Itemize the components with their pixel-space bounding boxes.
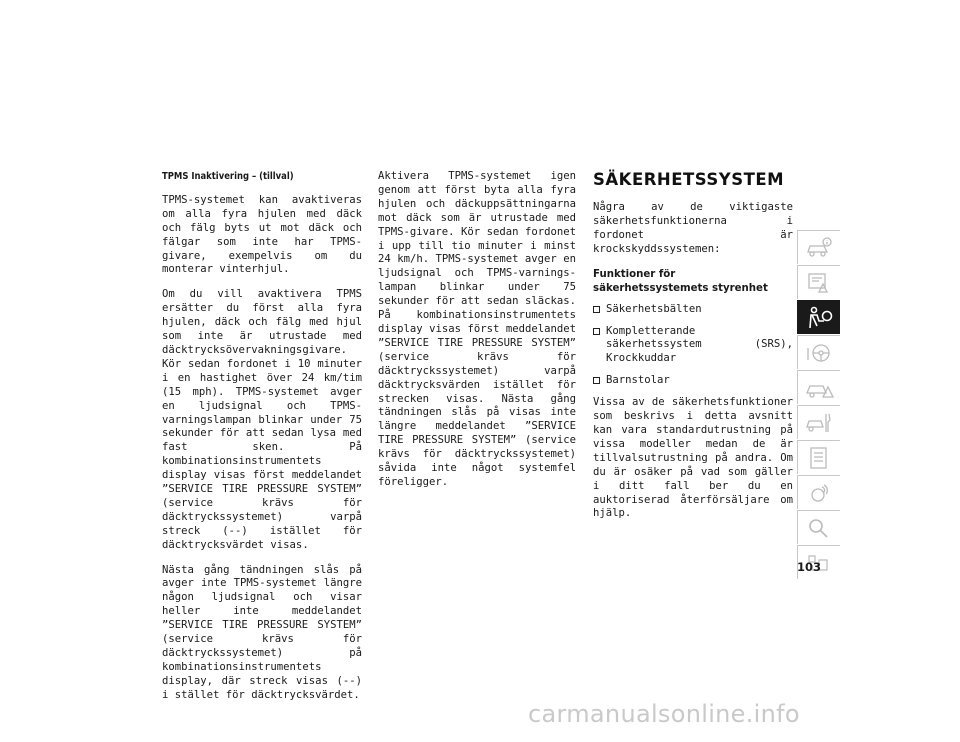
bullet-list bbox=[593, 303, 793, 389]
tab-multimedia[interactable] bbox=[797, 475, 840, 509]
list-item: Kompletterande säkerhetssystem (SRS), Krockkuddar bbox=[593, 325, 793, 367]
dashboard-warning-icon bbox=[804, 270, 834, 296]
search-index-icon bbox=[804, 515, 834, 541]
tab-dashboard-warning[interactable] bbox=[797, 265, 840, 299]
tab-driving[interactable] bbox=[797, 335, 840, 369]
paragraph: Aktivera TPMS-systemet igen genom att först byta alla fyra hjulen och däckuppsättningarna mot däck som är utrustade med TPMS-givare. Kör sedan fordonet i upp till tio minuter i minst 24 km/h. TPMS-systemet avger en ljudsignal och TPMS-varningslampan blinkar under 75 sekunder för att sedan släckas. På kombinationsinstrumentets display visas först meddelandet ”SERVICE TIRE PRESSURE SYSTEM” (service krävs för däcktryckssystemet) varpå däcktrycksvärden istället för strecken visas. Nästa gång tändningen slås på visas inte längre meddelandet ”SERVICE TIRE PRESSURE SYSTEM” (service krävs för däcktryckssystemet) såvida inte något systemfel föreligger. bbox=[378, 170, 576, 488]
tab-car-info[interactable] bbox=[797, 230, 840, 264]
tab-maintenance[interactable] bbox=[797, 440, 840, 474]
maintenance-list-icon bbox=[804, 445, 834, 471]
tab-service[interactable] bbox=[797, 405, 840, 439]
square-bullet-icon bbox=[593, 306, 600, 313]
intro-paragraph: Några av de viktigaste säkerhetsfunktionerna i fordonet är krockskyddssystemen: bbox=[593, 201, 793, 255]
text-column-3 bbox=[593, 170, 793, 532]
square-bullet-icon bbox=[593, 328, 600, 335]
closing-paragraph: Vissa av de säkerhetsfunktioner som beskrivs i detta avsnitt kan vara standardutrustning på vissa modeller medan de är tillvalsutrustning på andra. Om du är osäker på vad som gäller i ditt fall ber du en auktoriserad återförsäljare om hjälp. bbox=[593, 396, 793, 520]
text-column-2 bbox=[378, 170, 576, 501]
seatbelt-airbag-icon bbox=[804, 305, 834, 331]
section-heading-tpms-deactivation: TPMS Inaktivering – (tillval) bbox=[162, 171, 294, 182]
chapter-title: SÄKERHETSSYSTEM bbox=[593, 170, 785, 189]
tab-index[interactable] bbox=[797, 510, 840, 544]
emergency-triangle-icon bbox=[804, 375, 834, 401]
paragraph: Om du vill avaktivera TPMS ersätter du först alla fyra hjulen, däck och fälg med hjul som inte är utrustade med däcktrycksövervakningsgivare. Kör sedan fordonet i 10 minuter i en hastighet över 24 km/tim (15 mph). TPMS-systemet avger en ljudsignal och TPMS-varningslampan blinkar under 75 sekunder för att sedan lysa med fast sken. På kombinationsinstrumentets display visas först meddelandet ”SERVICE TIRE PRESSURE SYSTEM” (service krävs för däcktryckssystemet) varpå streck (--) istället för däcktrycksvärdet visas. bbox=[162, 288, 362, 551]
tab-emergency[interactable] bbox=[797, 370, 840, 404]
paragraph: Nästa gång tändningen slås på avger inte TPMS-systemet längre någon ljudsignal och visar heller inte meddelandet ”SERVICE TIRE PRESSURE SYSTEM” (service krävs för däcktryckssystemet) på kombinationsinstrumentets display, där streck visas (--) i stället för däcktrycksvärdet. bbox=[162, 563, 362, 701]
car-info-icon bbox=[804, 235, 834, 261]
page-number: 103 bbox=[797, 560, 822, 574]
multimedia-icon bbox=[804, 480, 834, 506]
steering-wheel-icon bbox=[804, 340, 834, 366]
list-item: Säkerhetsbälten bbox=[593, 303, 793, 317]
chapter-tab-strip bbox=[797, 230, 840, 580]
tab-safety[interactable] bbox=[797, 300, 840, 334]
square-bullet-icon bbox=[593, 377, 600, 384]
subheading: Funktioner för säkerhetssystemets styrenhet bbox=[593, 268, 768, 294]
text-column-1 bbox=[162, 170, 362, 714]
watermark: carmanualsonline.info bbox=[528, 700, 800, 728]
list-item: Barnstolar bbox=[593, 374, 793, 388]
paragraph: TPMS-systemet kan avaktiveras om alla fyra hjulen med däck och fälg byts ut mot däck och fälgar som inte har TPMS-givare, exempelvis om du monterar vinterhjul. bbox=[162, 193, 362, 276]
service-wrench-icon bbox=[804, 410, 834, 436]
